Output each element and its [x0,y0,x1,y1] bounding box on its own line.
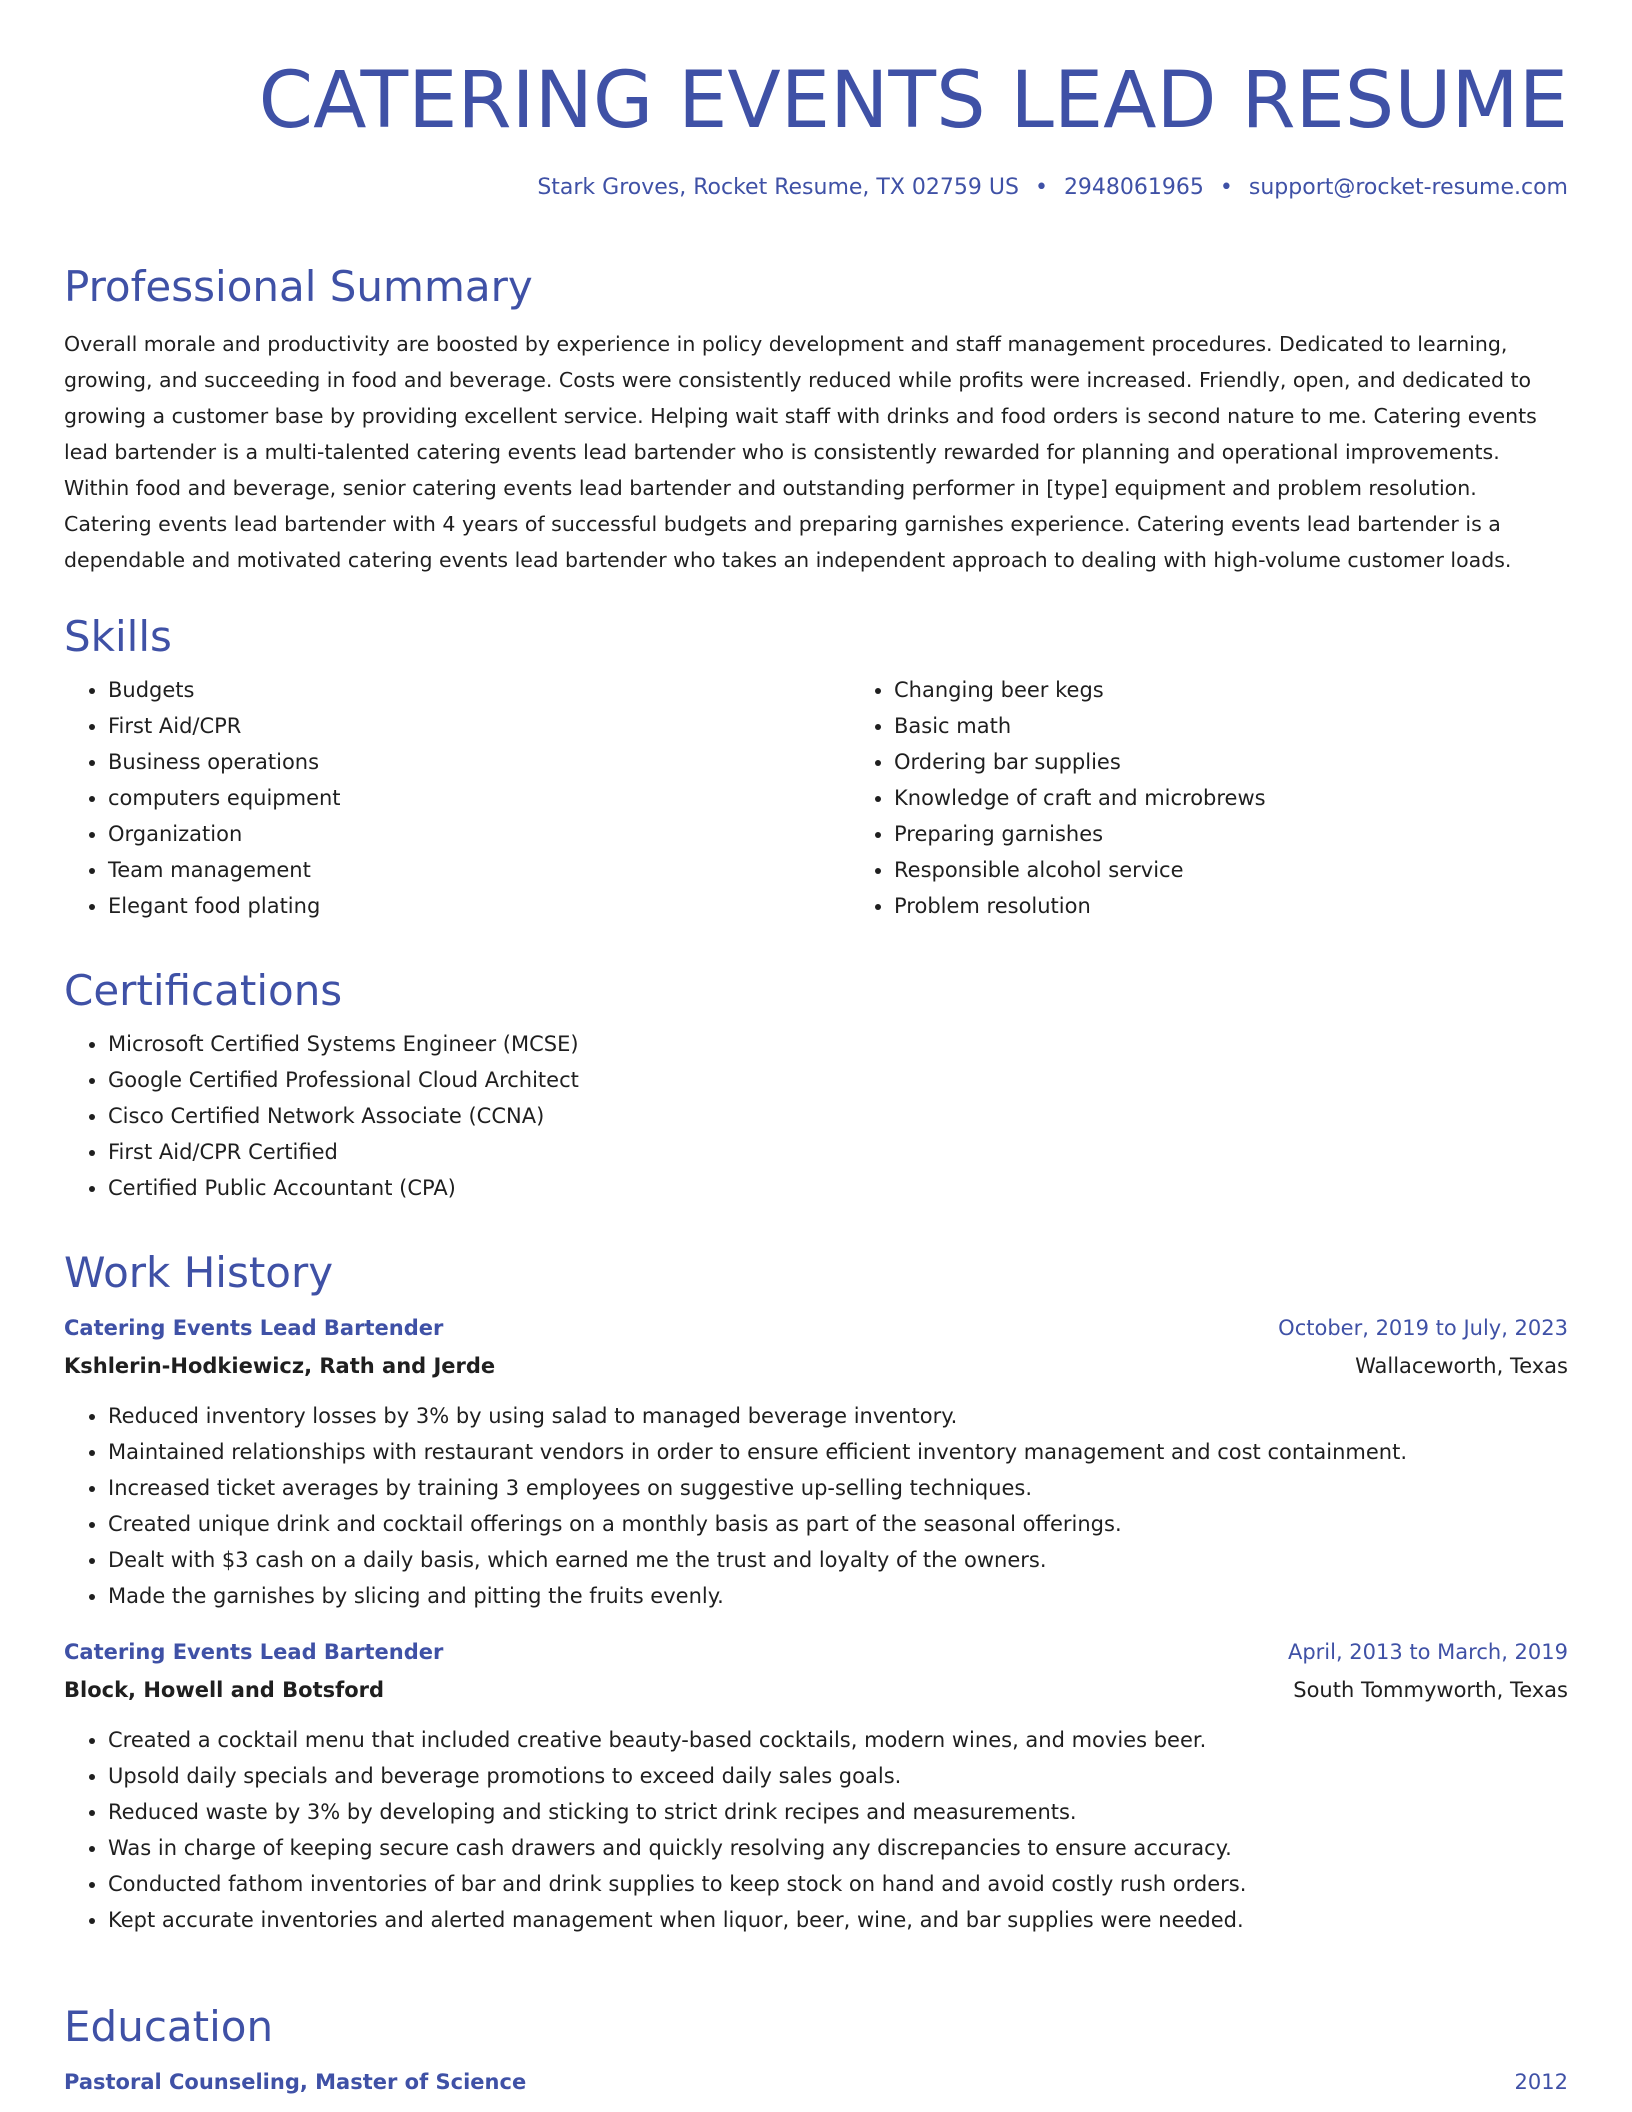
skill-item: • Basic math [894,708,1632,744]
education-heading: Education [64,2002,274,2051]
skill-item: • First Aid/CPR [108,708,850,744]
skill-item: • Elegant food plating [108,888,850,924]
education-entry [64,2064,1568,2100]
job-bullet: • Maintained relationships with restaurant vendors in order to ensure efficient inventory management and cost containment. [108,1434,1568,1470]
job-subheader [64,1672,1568,1708]
job-bullet: • Created unique drink and cocktail offerings on a monthly basis as part of the seasonal offerings. [108,1506,1568,1542]
skills-section [64,612,1568,924]
job-bullet: • Made the garnishes by slicing and pitting the fruits evenly. [108,1578,1568,1614]
job-bullet: • Was in charge of keeping secure cash drawers and quickly resolving any discrepancies to ensure accuracy. [108,1830,1568,1866]
certification-item: • First Aid/CPR Certified [108,1134,1568,1170]
skill-item: • Preparing garnishes [894,816,1632,852]
job-title: Catering Events Lead Bartender [64,1640,444,1664]
job-bullet: • Conducted fathom inventories of bar and drink supplies to keep stock on hand and avoid costly rush orders. [108,1866,1568,1902]
skill-item: • Responsible alcohol service [894,852,1632,888]
certification-item: • Cisco Certified Network Associate (CCNA) [108,1098,1568,1134]
job-location: Wallaceworth, Texas [1355,1354,1568,1378]
job-bullets [64,1722,1568,1938]
job-title: Catering Events Lead Bartender [64,1316,444,1340]
certifications-heading: Certifications [64,966,343,1015]
skills-grid [64,662,1568,924]
job-subheader [64,1348,1568,1384]
certification-item: • Google Certified Professional Cloud Architect [108,1062,1568,1098]
contact-phone: 2948061965 [1063,175,1204,200]
job-bullet: • Reduced inventory losses by 3% by using salad to managed beverage inventory. [108,1398,1568,1434]
skill-item: • Knowledge of craft and microbrews [894,780,1632,816]
contact-line [64,172,1568,204]
education-section [64,2002,1568,2100]
summary-text: Overall morale and productivity are boosted by experience in policy development and staff management procedures. Dedicated to learning, growing, and succeeding in food and beverage. Costs were consistently reduced while profits were increased. Friendly, open, and dedicated to growing a customer base by providing excellent service. Helping wait staff with drinks and food orders is second nature to me. Catering events lead bartender is a multi-talented catering events lead bartender who is consistently rewarded for planning and operational improvements. Within food and beverage, senior catering events lead bartender and outstanding performer in [type] equipment and problem resolution. Catering events lead bartender with 4 years of successful budgets and preparing garnishes experience. Catering events lead bartender is a dependable and motivated catering events lead bartender who takes an independent approach to dealing with high-volume customer loads. [64,332,1537,572]
education-year: 2012 [1514,2070,1568,2094]
certification-item: • Microsoft Certified Systems Engineer (MCSE) [108,1026,1568,1062]
job-bullet: • Reduced waste by 3% by developing and sticking to strict drink recipes and measurements. [108,1794,1568,1830]
skill-item: • Changing beer kegs [894,672,1632,708]
work-history-heading: Work History [64,1248,334,1297]
skills-heading: Skills [64,612,172,661]
summary-heading: Professional Summary [64,262,533,311]
education-degree: Pastoral Counseling, Master of Science [64,2070,527,2094]
job-bullets [64,1398,1568,1614]
job-entry [64,1310,1568,1614]
job-company: Kshlerin-Hodkiewicz, Rath and Jerde [64,1354,496,1378]
skill-item: • Ordering bar supplies [894,744,1632,780]
job-bullet: • Increased ticket averages by training 3 employees on suggestive up-selling techniques. [108,1470,1568,1506]
skill-item: • Team management [108,852,850,888]
certifications-list [64,1026,1568,1206]
job-company: Block, Howell and Botsford [64,1678,385,1702]
contact-separator: • [1219,175,1233,200]
skill-item: • Business operations [108,744,850,780]
skills-list-left [64,672,850,924]
work-history-section [64,1248,1568,1938]
job-dates: April, 2013 to March, 2019 [1287,1640,1568,1664]
skill-item: • Budgets [108,672,850,708]
job-bullet: • Dealt with $3 cash on a daily basis, which earned me the trust and loyalty of the owners. [108,1542,1568,1578]
resume-title: CATERING EVENTS LEAD RESUME [258,56,1568,146]
job-bullet: • Created a cocktail menu that included creative beauty-based cocktails, modern wines, and movies beer. [108,1722,1568,1758]
job-dates: October, 2019 to July, 2023 [1278,1316,1568,1340]
certifications-section [64,966,1568,1206]
job-header [64,1634,1568,1670]
summary-section [64,262,1568,578]
job-entry [64,1634,1568,1938]
job-location: South Tommyworth, Texas [1293,1678,1568,1702]
certification-item: • Certified Public Accountant (CPA) [108,1170,1568,1206]
job-bullet: • Kept accurate inventories and alerted management when liquor, beer, wine, and bar supplies were needed. [108,1902,1568,1938]
skill-item: • computers equipment [108,780,850,816]
contact-separator: • [1034,175,1048,200]
skills-list-right [850,672,1632,924]
job-bullet: • Upsold daily specials and beverage promotions to exceed daily sales goals. [108,1758,1568,1794]
job-header [64,1310,1568,1346]
skill-item: • Problem resolution [894,888,1632,924]
skill-item: • Organization [108,816,850,852]
contact-email: support@rocket-resume.com [1248,175,1568,200]
contact-address: Stark Groves, Rocket Resume, TX 02759 US [537,175,1019,200]
